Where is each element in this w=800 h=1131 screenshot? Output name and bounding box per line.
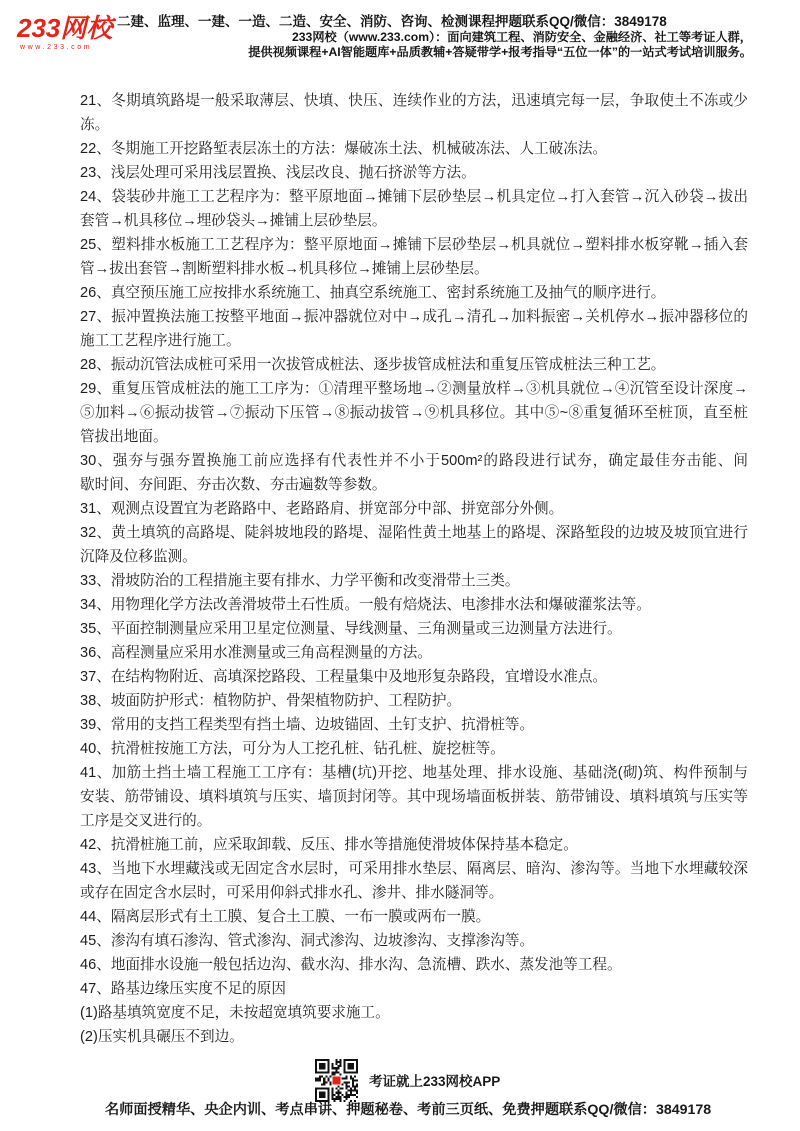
note-item	[80, 449, 748, 497]
note-item	[80, 137, 748, 161]
note-line: 23、浅层处理可采用浅层置换、浅层改良、抛石挤淤等方法。	[80, 165, 476, 181]
qr-code-icon	[313, 1057, 360, 1104]
note-item	[80, 281, 748, 305]
note-item	[80, 1001, 748, 1025]
note-line: 40、抗滑桩按施工方法，可分为人工挖孔桩、钻孔桩、旋挖桩等。	[80, 741, 505, 757]
note-item	[80, 665, 748, 689]
note-item	[80, 761, 748, 833]
note-line: 46、地面排水设施一般包括边沟、截水沟、排水沟、急流槽、跌水、蒸发池等工程。	[80, 957, 622, 973]
note-line: 30、强夯与强夯置换施工前应选择有代表性并不小于500m²的路段进行试夯，确定最佳夯击能、间	[80, 453, 748, 469]
note-item	[80, 377, 748, 449]
note-item	[80, 713, 748, 737]
note-line: 沉降及位移监测。	[80, 549, 197, 565]
note-line: 39、常用的支挡工程类型有挡土墙、边坡锚固、土钉支护、抗滑桩等。	[80, 717, 535, 733]
brand-logo	[17, 13, 112, 52]
note-item	[80, 1025, 748, 1049]
footer-contact-line: 名师面授精华、央企内训、考点串讲、押题秘卷、考前三页纸、免费押题联系QQ/微信：3849178	[105, 1102, 712, 1118]
note-item	[80, 497, 748, 521]
note-item	[80, 305, 748, 353]
note-item	[80, 617, 748, 641]
note-item	[80, 857, 748, 905]
qr-logo-mark	[332, 1076, 340, 1084]
note-item	[80, 521, 748, 569]
note-line: 33、滑坡防治的工程措施主要有排水、力学平衡和改变滑带土三类。	[80, 573, 520, 589]
note-item	[80, 737, 748, 761]
header-service-line: 提供视频课程+AI智能题库+品质教辅+答疑带学+报考指导“五位一体”的一站式考试培训服务。	[248, 45, 752, 59]
note-line: 25、塑料排水板施工工艺程序为：整平原地面→摊铺下层砂垫层→机具就位→塑料排水板穿靴→插入套	[80, 237, 748, 253]
header-intro-line: 233网校（www.233.com）：面向建筑工程、消防安全、金融经济、社工等考证人群，	[291, 30, 752, 44]
note-item	[80, 689, 748, 713]
note-item	[80, 929, 748, 953]
note-item	[80, 569, 748, 593]
app-slogan: 考证就上233网校APP	[369, 1074, 501, 1089]
note-line: 26、真空预压施工应按排水系统施工、抽真空系统施工、密封系统施工及抽气的顺序进行。	[80, 285, 666, 301]
note-line: 44、隔离层形式有土工膜、复合土工膜、一布一膜或两布一膜。	[80, 909, 491, 925]
note-line: (2)压实机具碾压不到边。	[80, 1029, 244, 1045]
note-line: 38、坡面防护形式：植物防护、骨架植物防护、工程防护。	[80, 693, 462, 709]
logo-text: 233网校	[17, 13, 113, 43]
note-line: 32、黄土填筑的高路堤、陡斜坡地段的路堤、湿陷性黄土地基上的路堤、深路堑段的边坡及坡顶宜进行	[80, 525, 748, 541]
note-item	[80, 89, 748, 137]
note-line: 41、加筋土挡土墙工程施工工序有：基槽(坑)开挖、地基处理、排水设施、基础浇(砌)筑、构件预制与	[80, 765, 748, 781]
note-line: 37、在结构物附近、高填深挖路段、工程量集中及地形复杂路段，宜增设水准点。	[80, 669, 608, 685]
note-item	[80, 593, 748, 617]
note-line: ⑤加料→⑥振动拔管→⑦振动下压管→⑧振动拔管→⑨机具移位。其中⑤~⑧重复循环至桩顶，直至桩	[80, 405, 748, 421]
note-line: 27、振冲置换法施工按整平地面→振冲器就位对中→成孔→清孔→加料振密→关机停水→振冲器移位的	[80, 309, 748, 325]
note-line: 21、冬期填筑路堤一般采取薄层、快填、快压、连续作业的方法，迅速填完每一层，争取使土不冻或少	[80, 93, 748, 109]
note-line: 歇时间、夯间距、夯击次数、夯击遍数等参数。	[80, 477, 387, 493]
note-line: (1)路基填筑宽度不足，未按超宽填筑要求施工。	[80, 1005, 390, 1021]
note-line: 43、当地下水埋藏浅或无固定含水层时，可采用排水垫层、隔离层、暗沟、渗沟等。当地下水埋藏较深	[80, 861, 748, 877]
note-line: 安装、筋带铺设、填料填筑与压实、墙顶封闭等。其中现场墙面板拼装、筋带铺设、填料填筑与压实等	[80, 789, 748, 805]
note-line: 施工工艺程序进行施工。	[80, 333, 241, 349]
note-line: 管→拔出套管→割断塑料排水板→机具移位→摊铺上层砂垫层。	[80, 261, 489, 277]
note-item	[80, 161, 748, 185]
note-line: 或存在固定含水层时，可采用仰斜式排水孔、渗井、排水隧洞等。	[80, 885, 504, 901]
note-item	[80, 977, 748, 1001]
note-line: 47、路基边缘压实度不足的原因	[80, 981, 286, 997]
note-item	[80, 641, 748, 665]
note-item	[80, 353, 748, 377]
note-line: 工序是交叉进行的。	[80, 813, 212, 829]
note-item	[80, 953, 748, 977]
note-line: 冻。	[80, 117, 110, 133]
note-item	[80, 233, 748, 281]
logo-url: www.233.com	[20, 44, 93, 51]
note-line: 31、观测点设置宜为老路路中、老路路肩、拼宽部分中部、拼宽部分外侧。	[80, 501, 564, 517]
note-item	[80, 185, 748, 233]
notes-list	[80, 89, 748, 1049]
note-line: 管拔出地面。	[80, 429, 168, 445]
header-contact-line: 二建、监理、一建、一造、二造、安全、消防、咨询、检测课程押题联系QQ/微信：3849178	[117, 14, 667, 29]
note-line: 套管→机具移位→埋砂袋头→摊铺上层砂垫层。	[80, 213, 387, 229]
note-line: 22、冬期施工开挖路堑表层冻土的方法：爆破冻土法、机械破冻法、人工破冻法。	[80, 141, 608, 157]
note-item	[80, 905, 748, 929]
note-line: 42、抗滑桩施工前，应采取卸载、反压、排水等措施使滑坡体保持基本稳定。	[80, 837, 578, 853]
note-line: 45、渗沟有填石渗沟、管式渗沟、洞式渗沟、边坡渗沟、支撑渗沟等。	[80, 933, 535, 949]
note-line: 24、袋装砂井施工工艺程序为：整平原地面→摊铺下层砂垫层→机具定位→打入套管→沉入砂袋→拔出	[80, 189, 748, 205]
note-item	[80, 833, 748, 857]
note-line: 28、振动沉管法成桩可采用一次拔管成桩法、逐步拔管成桩法和重复压管成桩法三种工艺。	[80, 357, 666, 373]
note-line: 29、重复压管成桩法的施工工序为：①清理平整场地→②测量放样→③机具就位→④沉管至设计深度→	[80, 381, 748, 397]
note-line: 35、平面控制测量应采用卫星定位测量、导线测量、三角测量或三边测量方法进行。	[80, 621, 622, 637]
note-line: 34、用物理化学方法改善滑坡带土石性质。一般有焙烧法、电渗排水法和爆破灌浆法等。	[80, 597, 651, 613]
note-line: 36、高程测量应采用水准测量或三角高程测量的方法。	[80, 645, 432, 661]
